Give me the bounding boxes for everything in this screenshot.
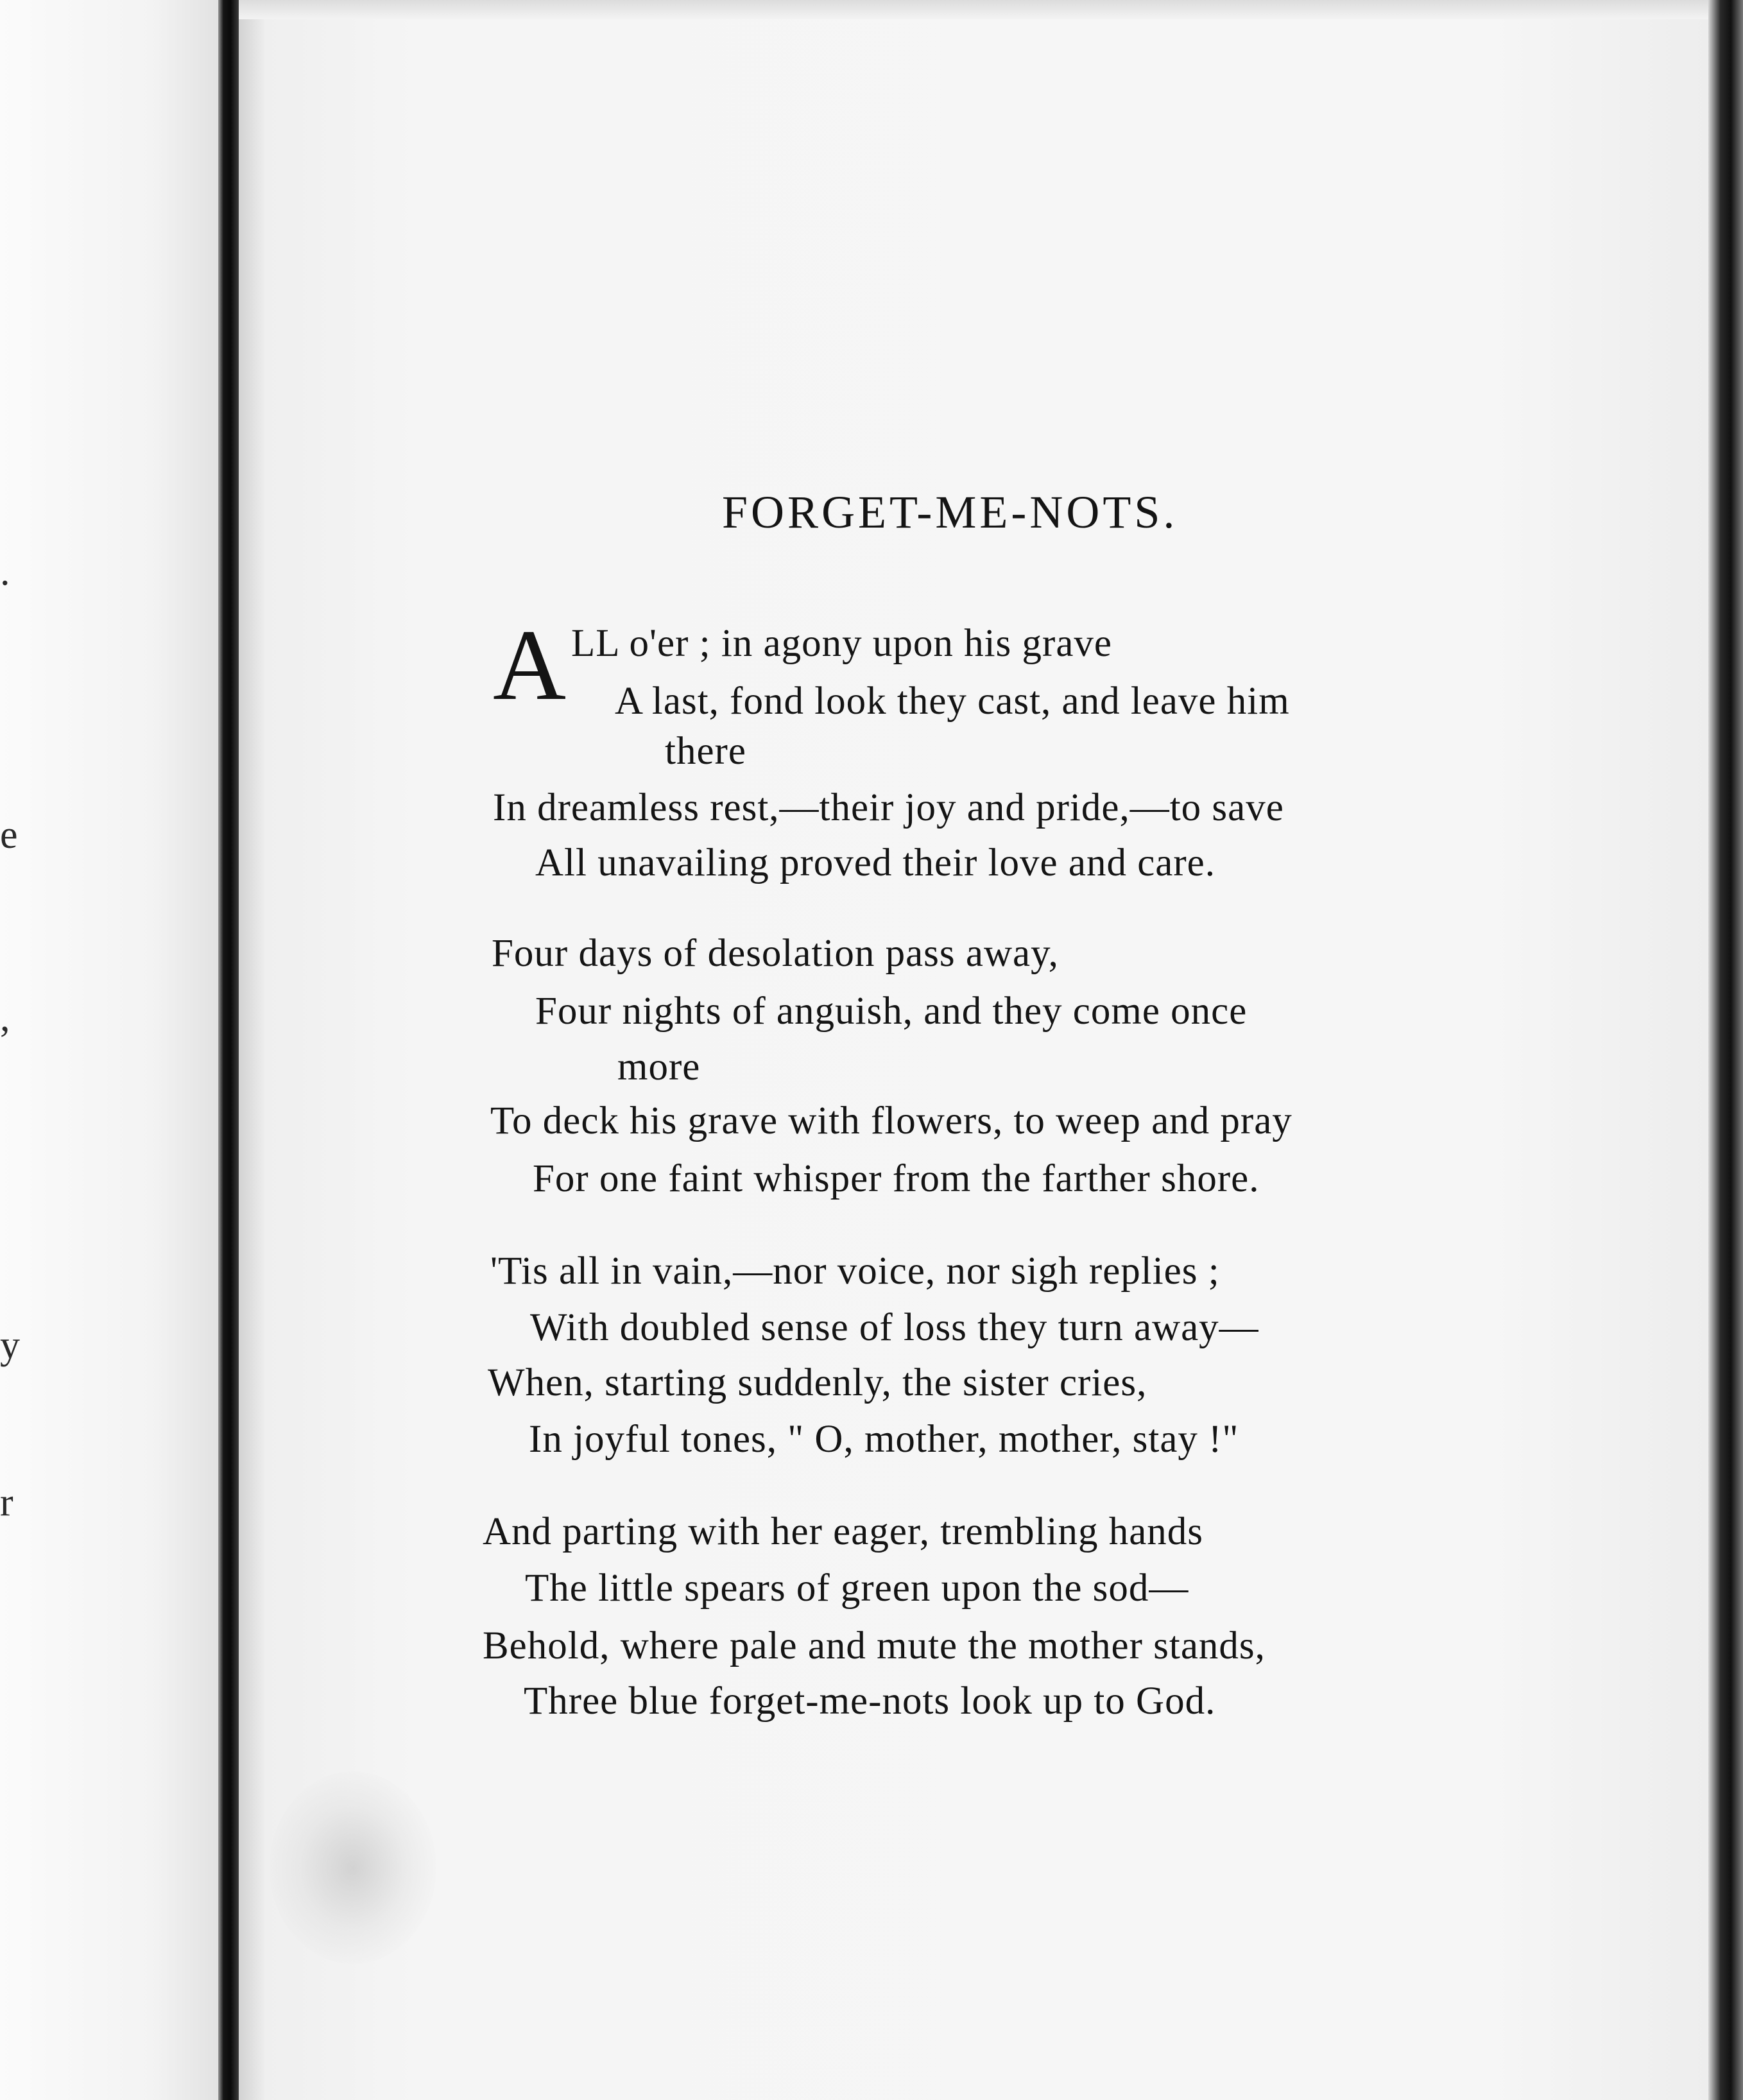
poem-line: Three blue forget-me-nots look up to God. — [524, 1680, 1216, 1723]
poem-line: All unavailing proved their love and care. — [535, 841, 1215, 884]
left-page-fragment: . — [0, 550, 10, 594]
poem-line: Four days of desolation pass away, — [492, 932, 1059, 975]
poem-line: 'Tis all in vain,—nor voice, nor sigh replies ; — [490, 1250, 1220, 1293]
left-page-fragment: , — [0, 996, 10, 1040]
poem-line: there — [665, 730, 746, 773]
poem-line: In dreamless rest,—their joy and pride,—to save — [493, 786, 1284, 829]
left-page-fragment: e — [0, 813, 18, 857]
poem-line: To deck his grave with flowers, to weep and pray — [490, 1099, 1292, 1142]
poem-line: When, starting suddenly, the sister cries, — [488, 1361, 1147, 1404]
poem-line: LL o'er ; in agony upon his grave — [571, 622, 1113, 665]
drop-cap: A — [493, 609, 567, 721]
poem-title: FORGET-ME-NOTS. — [722, 486, 1178, 538]
poem-line: And parting with her eager, trembling hands — [483, 1510, 1204, 1553]
poem-line: A last, fond look they cast, and leave him — [615, 680, 1290, 723]
left-page-fragment: r — [0, 1481, 13, 1524]
poem-line: more — [617, 1046, 701, 1089]
poem-line: For one faint whisper from the farther shore. — [533, 1157, 1260, 1200]
poem-line: Four nights of anguish, and they come once — [535, 990, 1248, 1033]
poem-line: In joyful tones, " O, mother, mother, stay !" — [529, 1418, 1239, 1461]
left-page-fragment: y — [0, 1323, 20, 1367]
poem-line: The little spears of green upon the sod— — [525, 1567, 1189, 1610]
poem-line: With doubled sense of loss they turn away— — [530, 1306, 1259, 1349]
poem-line: Behold, where pale and mute the mother stands, — [483, 1624, 1266, 1667]
